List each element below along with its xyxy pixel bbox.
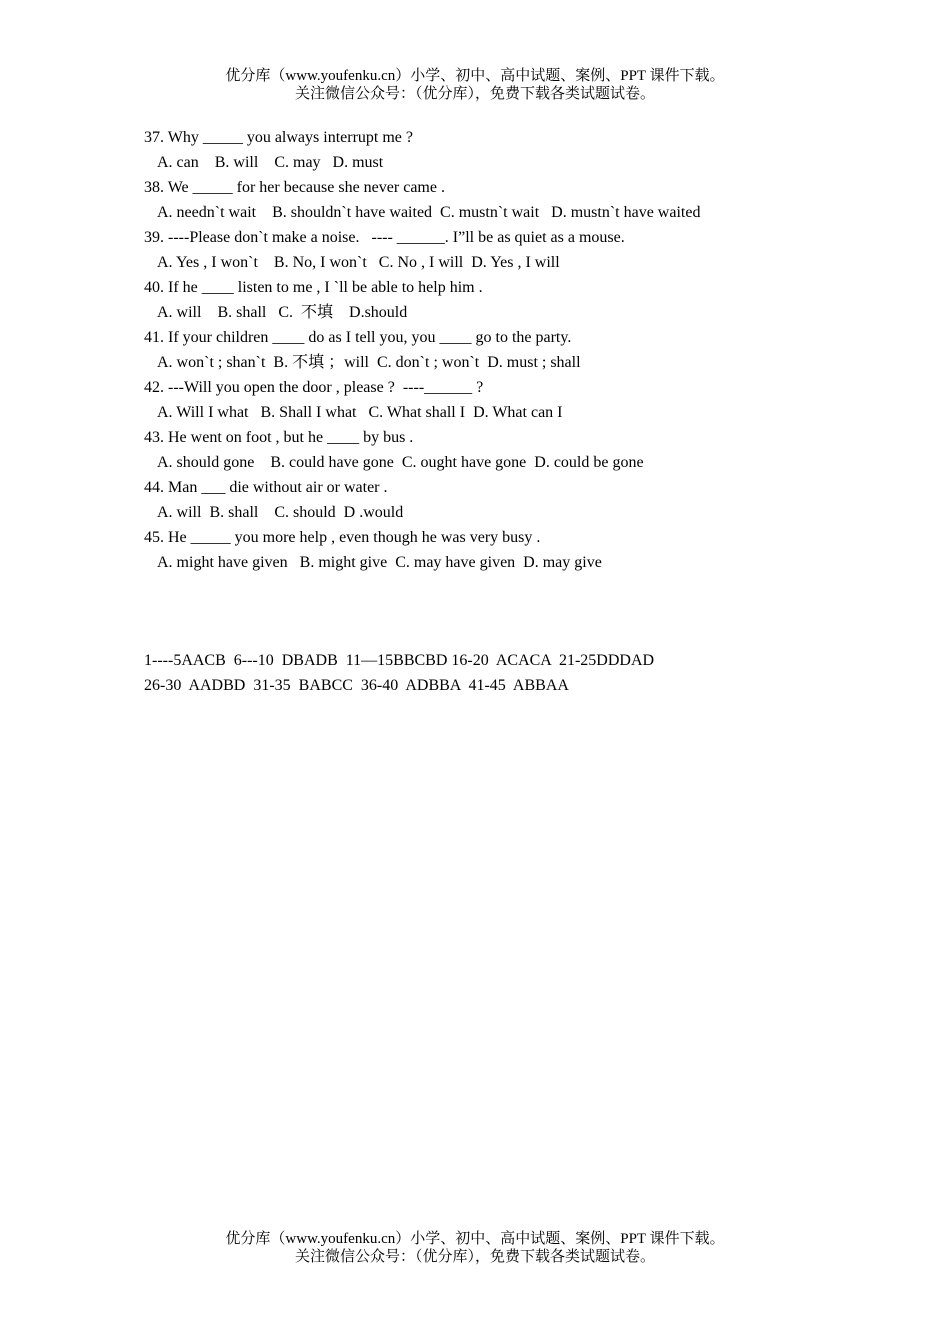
answer-key [144, 648, 844, 698]
footer-site-line: 优分库（www.youfenku.cn）小学、初中、高中试题、案例、PPT 课件下载。 [225, 1231, 725, 1247]
question-39-options: A. Yes , I won`t B. No, I won`t C. No , I will D. Yes , I will [157, 254, 560, 271]
footer-wechat-line: 关注微信公众号：（优分库），免费下载各类试题试卷。 [294, 1249, 655, 1265]
question-45-stem: 45. He _____ you more help , even though he was very busy . [144, 529, 541, 546]
question-45-options: A. might have given B. might give C. may have given D. may give [157, 554, 602, 571]
answer-key-line-1: 1----5AACB 6---10 DBADB 11—15BBCBD 16-20 ACACA 21-25DDDAD [144, 652, 655, 669]
question-40-stem: 40. If he ____ listen to me , I `ll be able to help him . [144, 279, 483, 296]
question-41-options: A. won`t ; shan`t B. 不填 ；will C. don`t ; won`t D. must ; shall [157, 354, 581, 371]
question-38-options: A. needn`t wait B. shouldn`t have waited C. mustn`t wait D. mustn`t have waited [157, 204, 701, 221]
question-43-stem: 43. He went on foot , but he ____ by bus . [144, 429, 414, 446]
page-footer [0, 1230, 950, 1266]
question-38-stem: 38. We _____ for her because she never came . [144, 179, 445, 196]
question-44-stem: 44. Man ___ die without air or water . [144, 479, 388, 496]
question-44-options: A. will B. shall C. should D .would [157, 504, 404, 521]
question-37-stem: 37. Why _____ you always interrupt me ? [144, 129, 413, 146]
question-39-stem: 39. ----Please don`t make a noise. ---- ______. I”ll be as quiet as a mouse. [144, 229, 625, 246]
question-43-options: A. should gone B. could have gone C. ought have gone D. could be gone [157, 454, 644, 471]
header-wechat-line: 关注微信公众号：（优分库），免费下载各类试题试卷。 [294, 86, 655, 102]
answer-key-line-2: 26-30 AADBD 31-35 BABCC 36-40 ADBBA 41-45 ABBAA [144, 677, 569, 694]
question-40-options: A. will B. shall C. 不填 D.should [157, 304, 408, 321]
question-42-stem: 42. ---Will you open the door , please ? ----______ ? [144, 379, 484, 396]
question-42-options: A. Will I what B. Shall I what C. What shall I D. What can I [157, 404, 563, 421]
page-header [0, 67, 950, 103]
question-37-options: A. can B. will C. may D. must [157, 154, 384, 171]
header-site-line: 优分库（www.youfenku.cn）小学、初中、高中试题、案例、PPT 课件下载。 [225, 68, 725, 84]
question-list [144, 125, 844, 575]
question-41-stem: 41. If your children ____ do as I tell you, you ____ go to the party. [144, 329, 572, 346]
